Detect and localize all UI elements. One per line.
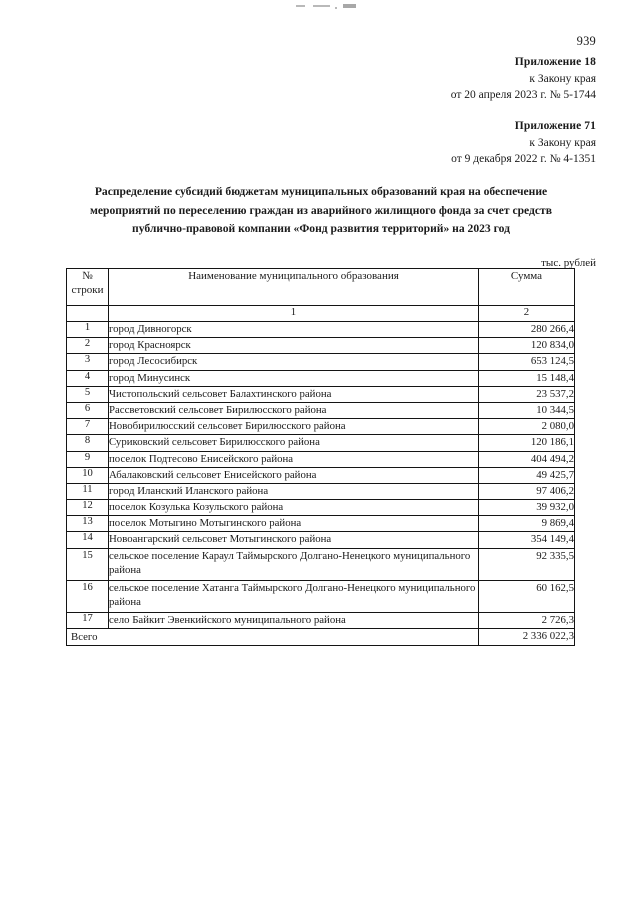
municipality-sum: 10 344,5: [479, 402, 575, 418]
page-number: 939: [576, 34, 596, 48]
municipality-name: город Дивногорск: [109, 322, 479, 338]
approval-title: Приложение 71: [514, 120, 596, 132]
municipality-sum: 120 186,1: [479, 435, 575, 451]
column-header-name: Наименование муниципального образования: [109, 269, 479, 306]
municipality-sum: 120 834,0: [479, 338, 575, 354]
municipality-sum: 404 494,2: [479, 451, 575, 467]
row-number: 11: [67, 483, 109, 499]
column-number-name: 1: [109, 306, 479, 322]
table-total-row: [67, 628, 575, 645]
municipality-sum: 354 149,4: [479, 532, 575, 548]
table-row: [67, 483, 575, 499]
municipality-sum: 97 406,2: [479, 483, 575, 499]
column-header-row-number-line2: строки: [71, 284, 104, 296]
row-number: 6: [67, 402, 109, 418]
approval-reference-71: [451, 118, 596, 168]
page-title-line-1: Распределение субсидий бюджетам муниципальных образований края на обеспечение: [94, 185, 548, 198]
municipality-name: город Лесосибирск: [109, 354, 479, 370]
municipality-name: Новобирилюсский сельсовет Бирилюсского района: [109, 419, 479, 435]
row-number: 4: [67, 370, 109, 386]
total-sum: 2 336 022,3: [479, 628, 575, 645]
row-number: 15: [67, 548, 109, 580]
table-row: [67, 402, 575, 418]
municipality-sum: 23 537,2: [479, 386, 575, 402]
table-header-row: [67, 269, 575, 306]
approval-law-line: к Закону края: [529, 136, 596, 149]
municipality-sum: 15 148,4: [479, 370, 575, 386]
approval-date-line: от 9 декабря 2022 г. № 4-1351: [451, 153, 596, 165]
page-title: [64, 183, 578, 239]
table-row: [67, 354, 575, 370]
municipality-name: Рассветовский сельсовет Бирилюсского района: [109, 402, 479, 418]
row-number: 1: [67, 322, 109, 338]
column-number-sum: 2: [479, 306, 575, 322]
row-number: 9: [67, 451, 109, 467]
table-row: [67, 612, 575, 628]
municipality-name: Суриковский сельсовет Бирилюсского района: [109, 435, 479, 451]
table-row: [67, 467, 575, 483]
total-label: Всего: [67, 628, 479, 645]
column-header-row-number: [67, 269, 109, 306]
scan-artifact-marks: [296, 4, 360, 10]
municipality-sum: 60 162,5: [479, 580, 575, 612]
row-number: 16: [67, 580, 109, 612]
municipality-sum: 653 124,5: [479, 354, 575, 370]
municipality-name: сельское поселение Караул Таймырского Долгано-Ненецкого муниципального района: [109, 548, 479, 580]
approval-law-line: к Закону края: [529, 72, 596, 85]
row-number: 10: [67, 467, 109, 483]
table-row: [67, 516, 575, 532]
column-header-sum: Сумма: [479, 269, 575, 306]
municipality-name: сельское поселение Хатанга Таймырского Долгано-Ненецкого муниципального района: [109, 580, 479, 612]
municipality-name: город Минусинск: [109, 370, 479, 386]
municipality-name: Абалаковский сельсовет Енисейского района: [109, 467, 479, 483]
column-number-row-number: [67, 306, 109, 322]
municipality-sum: 39 932,0: [479, 500, 575, 516]
municipality-name: Новоангарский сельсовет Мотыгинского района: [109, 532, 479, 548]
row-number: 7: [67, 419, 109, 435]
municipality-sum: 280 266,4: [479, 322, 575, 338]
table-row: [67, 451, 575, 467]
units-label: тыс. рублей: [541, 257, 596, 269]
approval-reference-18: [451, 54, 596, 104]
table-row: [67, 386, 575, 402]
row-number: 13: [67, 516, 109, 532]
row-number: 5: [67, 386, 109, 402]
row-number: 14: [67, 532, 109, 548]
municipality-name: село Байкит Эвенкийского муниципального района: [109, 612, 479, 628]
row-number: 8: [67, 435, 109, 451]
table-row: [67, 548, 575, 580]
municipality-sum: 9 869,4: [479, 516, 575, 532]
table-row: [67, 532, 575, 548]
column-header-row-number-line1: №: [82, 270, 93, 282]
table-row: [67, 580, 575, 612]
page-title-line-2: мероприятий по переселению граждан из аварийного жилищного фонда за счет средств: [89, 203, 553, 217]
table-row: [67, 435, 575, 451]
column-number-row: [67, 306, 575, 322]
row-number: 12: [67, 500, 109, 516]
municipality-name: поселок Мотыгино Мотыгинского района: [109, 516, 479, 532]
approval-date-line: от 20 апреля 2023 г. № 5-1744: [450, 89, 596, 101]
row-number: 2: [67, 338, 109, 354]
municipality-name: город Иланский Иланского района: [109, 483, 479, 499]
row-number: 3: [67, 354, 109, 370]
page-title-line-3: публично-правовой компании «Фонд развития территорий» на 2023 год: [132, 222, 510, 235]
municipality-sum: 92 335,5: [479, 548, 575, 580]
municipality-sum: 2 080,0: [479, 419, 575, 435]
subsidy-distribution-table: [66, 268, 575, 646]
table-row: [67, 322, 575, 338]
table-row: [67, 419, 575, 435]
row-number: 17: [67, 612, 109, 628]
municipality-name: Чистопольский сельсовет Балахтинского района: [109, 386, 479, 402]
table-row: [67, 338, 575, 354]
table-row: [67, 370, 575, 386]
municipality-name: поселок Подтесово Енисейского района: [109, 451, 479, 467]
table-row: [67, 500, 575, 516]
municipality-sum: 49 425,7: [479, 467, 575, 483]
municipality-name: город Красноярск: [109, 338, 479, 354]
municipality-name: поселок Козулька Козульского района: [109, 500, 479, 516]
municipality-sum: 2 726,3: [479, 612, 575, 628]
approval-title: Приложение 18: [514, 56, 596, 68]
table-body: [67, 322, 575, 629]
